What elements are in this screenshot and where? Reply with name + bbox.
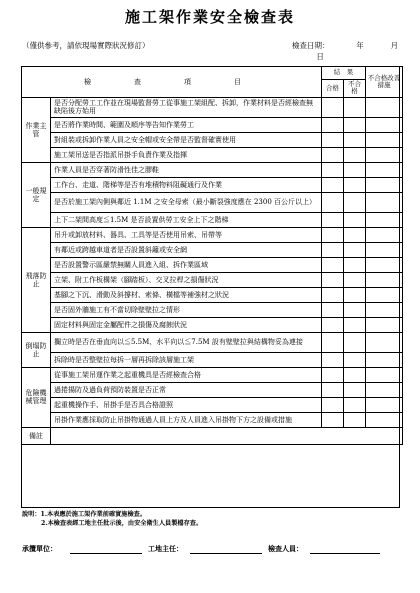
check-item: 固定材料與固定金屬配件之損傷及腐蝕狀況 [51, 317, 322, 332]
table-row [22, 287, 403, 302]
note-line-2: 2.本檢查表經工地主任批示後，由安全衛生人員製檔存查。 [41, 520, 203, 527]
fail-cell[interactable] [344, 272, 366, 287]
checklist-sheet [21, 66, 400, 508]
table-row [22, 132, 403, 147]
fail-cell[interactable] [344, 227, 366, 242]
fail-cell[interactable] [344, 302, 366, 317]
remedy-cell[interactable] [366, 257, 403, 272]
pass-cell[interactable] [322, 97, 344, 117]
remedy-cell[interactable] [366, 287, 403, 302]
pass-cell[interactable] [322, 352, 344, 367]
check-item: 是否設置警示區嚴禁無關人員進入組、拆作業區域 [51, 257, 322, 272]
remedy-cell[interactable] [366, 177, 403, 192]
check-item: 立架、附工作板構架（腳踏板）、交叉拉桿之損傷狀況 [51, 272, 322, 287]
pass-cell[interactable] [322, 192, 344, 212]
date-label: 檢查日期： [292, 41, 330, 50]
check-item: 上下二架間高度≦1.5M 是否設置供勞工安全上下之階梯 [51, 212, 322, 227]
table-row [22, 227, 403, 242]
table-row [22, 302, 403, 317]
pass-cell[interactable] [322, 382, 344, 397]
remedy-cell[interactable] [366, 302, 403, 317]
check-item: 從事施工架吊運作業之起重機具是否經檢查合格 [51, 367, 322, 382]
remedy-cell[interactable] [366, 227, 403, 242]
table-row [22, 397, 403, 412]
remedy-cell[interactable] [366, 162, 403, 177]
table-row [22, 352, 403, 367]
pass-cell[interactable] [322, 162, 344, 177]
table-row [22, 97, 403, 117]
fail-cell[interactable] [344, 367, 366, 382]
fail-cell[interactable] [344, 332, 366, 352]
fail-cell[interactable] [344, 242, 366, 257]
table-row [22, 212, 403, 227]
fail-cell[interactable] [344, 352, 366, 367]
remedy-cell[interactable] [366, 382, 403, 397]
notes [22, 510, 402, 528]
fail-cell[interactable] [344, 97, 366, 117]
remedy-cell[interactable] [366, 132, 403, 147]
reference-note: （僅供參考，請依現場實際狀況修訂） [22, 41, 150, 50]
header-result: 結 果 [322, 67, 366, 80]
pass-cell[interactable] [322, 317, 344, 332]
header-remedy: 不合格改善措施 [366, 67, 403, 98]
check-item: 對組裝或拆卸作業人員之安全帽或安全帶是否監督確實使用 [51, 132, 322, 147]
check-item: 基腳之下沉、滑動及斜撐材、索條、橫檔等補強材之狀況 [51, 287, 322, 302]
fail-cell[interactable] [344, 132, 366, 147]
table-row [22, 177, 403, 192]
fail-cell[interactable] [344, 257, 366, 272]
remedy-cell[interactable] [366, 317, 403, 332]
table-row [22, 412, 403, 427]
table-row [22, 257, 403, 272]
pass-cell[interactable] [322, 227, 344, 242]
check-item: 有鄰近或跨越車道者是否設置斜籬或安全網 [51, 242, 322, 257]
table-row [22, 382, 403, 397]
site-director-signature-line[interactable] [190, 553, 262, 554]
header-fail: 不合格 [344, 80, 366, 98]
fail-cell[interactable] [344, 412, 366, 427]
fail-cell[interactable] [344, 147, 366, 162]
check-item: 施工架吊送是否指派吊掛手負責作業及指揮 [51, 147, 322, 162]
fail-cell[interactable] [344, 192, 366, 212]
remedy-cell[interactable] [366, 332, 403, 352]
header-pass: 合格 [322, 80, 344, 98]
section-name: 作業主管 [22, 97, 51, 162]
table-row [22, 332, 403, 352]
remedy-cell[interactable] [366, 352, 403, 367]
signature-row [22, 544, 402, 558]
inspector-signature-line[interactable] [310, 553, 380, 554]
check-item: 是否將作業時間、範圍及順序等告知作業勞工 [51, 117, 322, 132]
fail-cell[interactable] [344, 177, 366, 192]
fail-cell[interactable] [344, 117, 366, 132]
section-name: 飛落防止 [22, 227, 51, 332]
header-item: 檢 查 項 目 [22, 67, 322, 98]
table-row [22, 317, 403, 332]
inspector-label: 檢查人員： [268, 544, 303, 553]
check-item: 吊升或卸放材料、器具、工具等是否使用吊索、吊帶等 [51, 227, 322, 242]
pass-cell[interactable] [322, 332, 344, 352]
remedy-cell[interactable] [366, 192, 403, 212]
fail-cell[interactable] [344, 162, 366, 177]
check-item: 是否於施工架內側與鄰近 1.1M 之安全母索（最小斷裂強度應在 2300 百公斤以上） [51, 192, 322, 212]
check-item: 是否分配勞工工作並在現場監督勞工從事施工架組配、拆卸，作業材料是否經檢查無缺陷後方始用 [51, 97, 322, 117]
check-item: 是否固外牆施工有不當切除壁壁拉之情形 [51, 302, 322, 317]
pass-cell[interactable] [322, 367, 344, 382]
remedy-cell[interactable] [366, 412, 403, 427]
pass-cell[interactable] [322, 302, 344, 317]
pass-cell[interactable] [322, 212, 344, 227]
pass-cell[interactable] [322, 272, 344, 287]
check-item: 拆除時是否整壁拉每拆一層再拆除該層施工架 [51, 352, 322, 367]
section-name: 備註 [22, 427, 51, 444]
contractor-label: 承攬單位： [22, 544, 57, 553]
section-name: 危險機械管理 [22, 367, 51, 427]
pass-cell[interactable] [322, 242, 344, 257]
table-row [22, 272, 403, 287]
checklist-table [21, 66, 403, 445]
check-item: 起重機操作手、吊掛手是否具合格證照 [51, 397, 322, 412]
table-row [22, 117, 403, 132]
fail-cell[interactable] [344, 287, 366, 302]
remedy-cell[interactable] [366, 397, 403, 412]
section-name: 一般規定 [22, 162, 51, 227]
fail-cell[interactable] [344, 397, 366, 412]
day-label: 日 [316, 52, 324, 61]
table-row [22, 367, 403, 382]
pass-cell[interactable] [322, 147, 344, 162]
contractor-signature-line[interactable] [70, 553, 142, 554]
table-row [22, 162, 403, 177]
subtitle-line [22, 40, 402, 61]
year-label: 年 [356, 41, 364, 50]
remarks-row [22, 427, 403, 444]
page-title: 施工架作業安全檢查表 [124, 8, 295, 26]
pass-cell[interactable] [322, 132, 344, 147]
remedy-cell[interactable] [366, 272, 403, 287]
pass-cell[interactable] [322, 177, 344, 192]
check-item: 吊掛作業應採取防止吊掛物通過人員上方及人員進入吊掛物下方之設備或措施 [51, 412, 322, 427]
month-label: 月 [390, 41, 399, 50]
check-item: 過捲揚防及過負荷預防裝置是否正常 [51, 382, 322, 397]
remedy-cell[interactable] [366, 242, 403, 257]
table-row [22, 242, 403, 257]
check-item: 作業人員是否穿著防滑性佳之膠鞋 [51, 162, 322, 177]
remedy-cell[interactable] [366, 212, 403, 227]
check-item: 攔立時是否在垂直向以≦5.5M、水平向以≦7.5M 設有壁壁拉與結構物妥為連接 [51, 332, 322, 352]
site-director-label: 工地主任： [148, 544, 183, 553]
remedy-cell[interactable] [366, 147, 403, 162]
section-name: 倒塌防止 [22, 332, 51, 367]
pass-cell[interactable] [322, 257, 344, 272]
pass-cell[interactable] [322, 287, 344, 302]
remarks-cell[interactable] [51, 427, 403, 444]
pass-cell[interactable] [322, 412, 344, 427]
table-row [22, 192, 403, 212]
fail-cell[interactable] [344, 382, 366, 397]
pass-cell[interactable] [322, 397, 344, 412]
remedy-cell[interactable] [366, 117, 403, 132]
pass-cell[interactable] [322, 117, 344, 132]
check-item: 工作台、走道、階梯等是否有堆積物料阻礙通行及作業 [51, 177, 322, 192]
table-row [22, 147, 403, 162]
note-line-1: 說明：1.本表應於施工架作業前確實施檢查。 [22, 511, 147, 518]
fail-cell[interactable] [344, 317, 366, 332]
fail-cell[interactable] [344, 212, 366, 227]
remedy-cell[interactable] [366, 97, 403, 117]
inspection-date [292, 40, 402, 62]
remedy-cell[interactable] [366, 367, 403, 382]
